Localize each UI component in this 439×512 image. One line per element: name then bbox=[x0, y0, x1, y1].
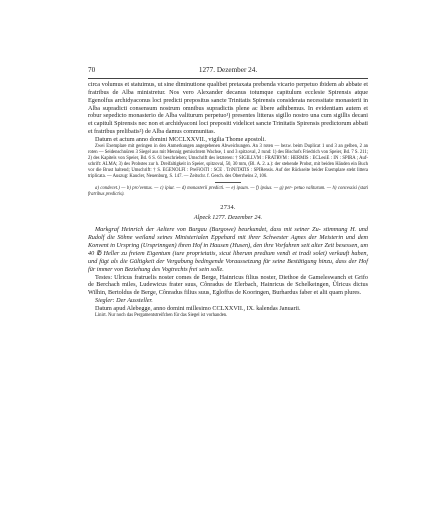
text-line: sepedicto monasterio de Alba valiturum perpetuo¹) presentes litteras sigillo nostro una bbox=[103, 112, 320, 120]
note-line: 1 und 3 spitzoval, 2 rund: 1) des Bischofs Friedrich von Speier, Bd. 7 S. 211; 2) des Kapitels von Speier, Bd. 6 bbox=[88, 149, 368, 161]
running-title: 1277. Dezember 24. bbox=[198, 66, 258, 74]
regest-line: Markgraf Heinrich der Aeltere von Burgau (Burgowe) beurkundet, dass mit seiner Zu- bbox=[95, 226, 321, 234]
variant-line: a) condecet.) — b) pro'ventus. — c) ipiur. — d) monasterii predicti. — e) ipsum. — f) ipsius. — g) per- bbox=[95, 185, 293, 191]
testes-line: Gameleswanch et Grifo de Berchach miles, Ludewicus frater suus, Cônradus de Elerbach, bbox=[88, 273, 369, 289]
regest-line: Agnes der Meisterin und dem Konvent in Urspring (Ursprinngen) ihren Hof in Hausen (Husen), bbox=[88, 234, 369, 250]
note-line: TriNITATIS : SPIRensis. Auf der Rückseite beider Exemplare steht littera triplicata. — Auszug: Kaucler, Neuenburg, bbox=[88, 167, 368, 179]
regest-line: den ihre Vorfahren seit alter Zeit besessen, um 40 ℔ Heller zu freiem Eigentum (iure proprietatis, bbox=[88, 242, 368, 257]
regest-paragraph bbox=[88, 226, 368, 273]
note-line: Zwei Exemplare mit geringen in den Anmerkungen angegebenen Abweichungen. An 3 roten — bezw. bbox=[95, 143, 292, 149]
regest-line: stimmung H. und Rudolf die Söhne weiland seines Ministerialen Eppehard mit ihrer Schwester bbox=[88, 226, 368, 242]
testes-paragraph bbox=[88, 274, 368, 298]
text-line: cum sigillis decani et capituli Spirensis nec non et archidyaconi loci prepositi videlicet bbox=[88, 112, 368, 128]
note-line: Probst, mit beiden Händen ein Buch vor die Brust haltend; Umschrift: † S. EGENOLFI : PreFiOiTI : SCE . bbox=[88, 161, 369, 173]
place-date: Alpeck 1277. Dezember 24. bbox=[193, 213, 263, 221]
testes-line: Hainricus de Schelkeingen, Ûlricus dictus Wilhin, Bertoldus de Berge, Cônradus filius bbox=[88, 281, 368, 297]
testes-line: Testes: Ulricus fratruelis noster comes de Berge, Hainricus filius noster, Diethoe de bbox=[95, 273, 307, 281]
header-rule bbox=[88, 78, 368, 79]
charter-text bbox=[88, 81, 368, 136]
note-line: schrift: ALMA; 3) des Probstes zur h. Dreifaltigkeit in Speier, spitzoval, 50, 30 mm, (Bl. A. 2. a.): der stehende bbox=[88, 161, 299, 167]
text-line: nostrum omnibus supradictis plene ac libere adhibemus. In evidentiam autem et robur bbox=[88, 104, 368, 120]
datum-line: Datum et actum anno domini MCCLXXVII., vigilia Thome apostoli. bbox=[95, 135, 266, 143]
datum-line-2: Datum apud Alebegge, anno domini millesimo CCLXXVII., IX. kalendas Januarii. bbox=[95, 304, 301, 312]
regest-line: Vergabung bedingende Voraussetzung für seine Bestätigung hinzu, dass der Hof für immer bbox=[88, 257, 368, 273]
siegler-line: Siegler: Der Aussteller. bbox=[95, 297, 153, 305]
note-line: S. 61 beschrieben; Umschrift des letzteren: † SIGILLVM : FRATRVM : HERMIS : ECLesiE : IN : SPIRA ; Auf- bbox=[152, 155, 368, 161]
closing-note-block bbox=[88, 313, 368, 319]
regest-line: sicut liberum predium vendi et tradi solet) verkauft haben, und fügt als die Gültigkeit der bbox=[88, 249, 368, 265]
closing-note: Linirt. Nur noch das Pergamentstreifchen für das Siegel ist vorhanden. bbox=[95, 312, 228, 318]
variant-line: petuo valiturum. — h) concessisi (stati fratribus predictis). bbox=[88, 185, 369, 197]
text-line: circa volumus et statuimus, ut sine diminutione qualibet pretaxata prebenda vicario bbox=[88, 81, 295, 88]
document-number: 2734. bbox=[220, 203, 236, 211]
footnote-divider bbox=[215, 182, 241, 183]
page-header bbox=[88, 66, 368, 76]
note-line: beim Duplicat 1 und 3 an gelben, 2 an roten — Seidenschnüren 3 Siegel aus mit Mennig gemischtem Wachse, bbox=[88, 143, 369, 155]
regest-line: von Beziehung des Vogtrechts frei sein solle. bbox=[114, 265, 224, 273]
footnote-block bbox=[88, 144, 368, 198]
testes-line: suus, Egloffus de Kooringen, Burhardus faber et alii quam plures. bbox=[198, 289, 362, 297]
text-line: perpetuo ibidem ab abbate et fratribus de Alba ministretur. Nos vero Alexander decanus bbox=[88, 81, 368, 96]
document-body bbox=[88, 81, 368, 319]
text-line: totumque capitulum ecclesie Spirensis atque Egenolfus archidyaconus loci predicti prepositus bbox=[88, 88, 368, 104]
page-number: 70 bbox=[88, 66, 96, 74]
text-line: communitas. bbox=[183, 128, 216, 136]
text-line: sancte Trinitatis Spirensis considerata necessitate monasterii in Alba supradicti consensum bbox=[88, 96, 369, 112]
text-line: sancte Trinitatis Spirensis predictorum abbati et fratribus prelibatis²) de Alba damus bbox=[88, 120, 369, 136]
note-line: S. 147. — Zeitschr. f. Gesch. des Oberrheins 2, 106. bbox=[169, 173, 268, 179]
